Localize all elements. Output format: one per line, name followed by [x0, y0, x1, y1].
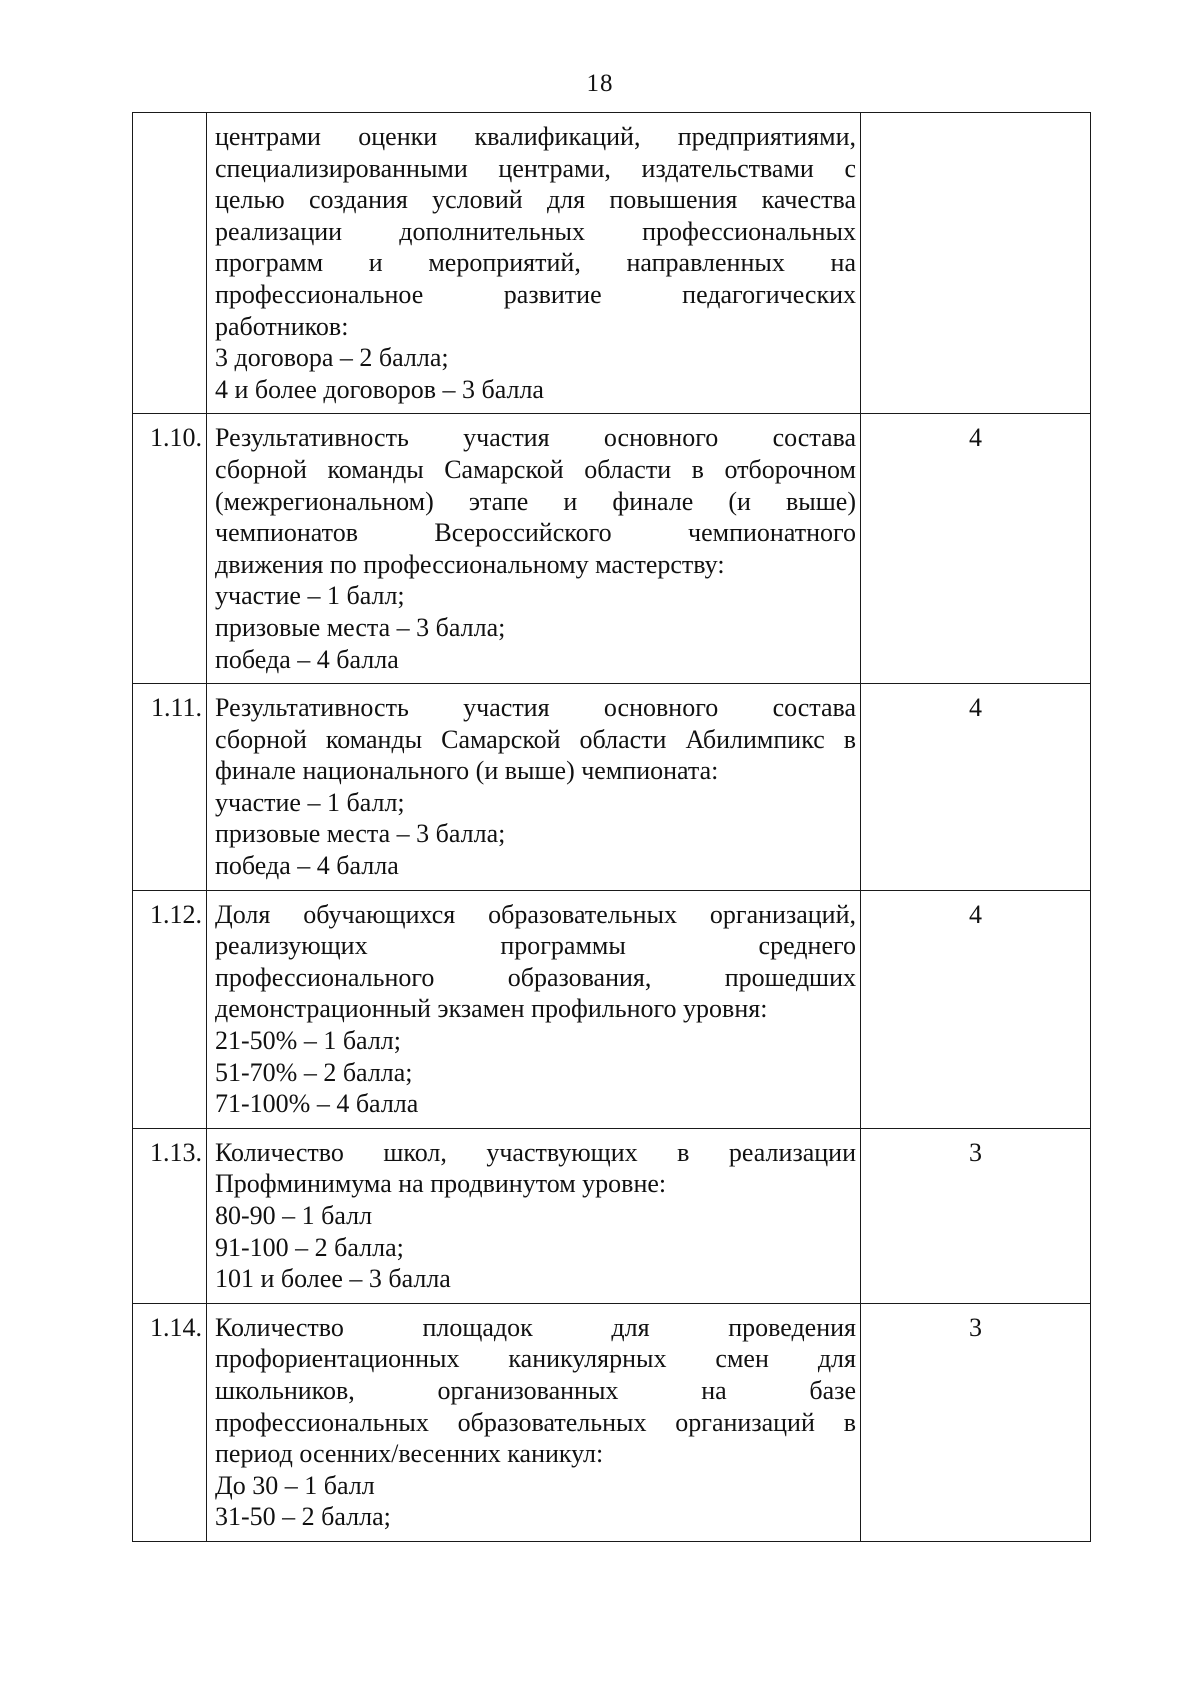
row-score: 4 — [861, 684, 1091, 891]
description-line: сборной команды Самарской области Абилимпикс в — [215, 724, 856, 754]
row-description — [207, 890, 861, 1128]
description-line: участие – 1 балл; — [215, 787, 405, 817]
row-number: 1.12. — [133, 890, 207, 1128]
row-score: 4 — [861, 414, 1091, 684]
description-line: школьников, организованных на базе — [215, 1375, 856, 1405]
description-line: демонстрационный экзамен профильного уровня: — [215, 994, 768, 1024]
row-description — [207, 113, 861, 414]
row-description — [207, 1128, 861, 1303]
description-line: профориентационных каникулярных смен для — [215, 1344, 856, 1374]
description-line: финале национального (и выше) чемпионата: — [215, 756, 719, 786]
description-line: До 30 – 1 балл — [215, 1470, 375, 1500]
table-row — [133, 890, 1091, 1128]
description-line: Доля обучающихся образовательных организаций, — [215, 899, 856, 929]
description-line: период осенних/весенних каникул: — [215, 1439, 604, 1469]
description-line: призовые места – 3 балла; — [215, 819, 506, 849]
table-row — [133, 684, 1091, 891]
row-number: 1.10. — [133, 414, 207, 684]
row-score: 3 — [861, 1128, 1091, 1303]
description-line: призовые места – 3 балла; — [215, 612, 506, 642]
description-line: реализующих программы среднего — [215, 931, 856, 961]
description-line: профессиональных образовательных организаций в — [215, 1407, 856, 1437]
description-line: Результативность участия основного состава — [215, 423, 856, 453]
description-line: 101 и более – 3 балла — [215, 1264, 451, 1294]
row-description — [207, 684, 861, 891]
description-line: победа – 4 балла — [215, 644, 399, 674]
table-row — [133, 1303, 1091, 1541]
row-description — [207, 1303, 861, 1541]
description-line: программ и мероприятий, направленных на — [215, 248, 856, 278]
row-score — [861, 113, 1091, 414]
row-number: 1.14. — [133, 1303, 207, 1541]
description-line: 51-70% – 2 балла; — [215, 1057, 413, 1087]
criteria-table — [132, 112, 1091, 1542]
description-line: 91-100 – 2 балла; — [215, 1232, 404, 1262]
description-line: Количество площадок для проведения — [215, 1312, 856, 1342]
description-line: 71-100% – 4 балла — [215, 1089, 419, 1119]
row-score: 4 — [861, 890, 1091, 1128]
row-number: 1.13. — [133, 1128, 207, 1303]
description-line: целью создания условий для повышения качества — [215, 185, 856, 215]
description-line: победа – 4 балла — [215, 851, 399, 881]
table-row — [133, 113, 1091, 414]
description-line: чемпионатов Всероссийского чемпионатного — [215, 518, 856, 548]
description-line: Профминимума на продвинутом уровне: — [215, 1169, 667, 1199]
description-line: 31-50 – 2 балла; — [215, 1502, 391, 1532]
table-row — [133, 414, 1091, 684]
page-number: 18 — [586, 70, 614, 97]
description-line: 80-90 – 1 балл — [215, 1201, 373, 1230]
description-line: реализации дополнительных профессиональных — [215, 216, 856, 246]
row-description — [207, 414, 861, 684]
description-line: профессионального образования, прошедших — [215, 962, 856, 992]
row-number: 1.11. — [133, 684, 207, 891]
description-line: 21-50% – 1 балл; — [215, 1026, 401, 1056]
description-line: профессиональное развитие педагогических — [215, 279, 856, 309]
description-line: центрами оценки квалификаций, предприятиями, — [215, 122, 856, 151]
description-line: Количество школ, участвующих в реализации — [215, 1137, 856, 1167]
description-line: Результативность участия основного состава — [215, 693, 856, 723]
row-score: 3 — [861, 1303, 1091, 1541]
description-line: сборной команды Самарской области в отборочном — [215, 454, 856, 484]
row-number — [133, 113, 207, 414]
description-line: 4 и более договоров – 3 балла — [215, 374, 544, 404]
description-line: специализированными центрами, издательствами с — [215, 153, 856, 183]
description-line: движения по профессиональному мастерству: — [215, 549, 725, 579]
description-line: 3 договора – 2 балла; — [215, 343, 449, 373]
description-line: участие – 1 балл; — [215, 581, 405, 611]
description-line: (межрегиональном) этапе и финале (и выше) — [215, 486, 856, 516]
table-row — [133, 1128, 1091, 1303]
description-line: работников: — [215, 311, 349, 341]
